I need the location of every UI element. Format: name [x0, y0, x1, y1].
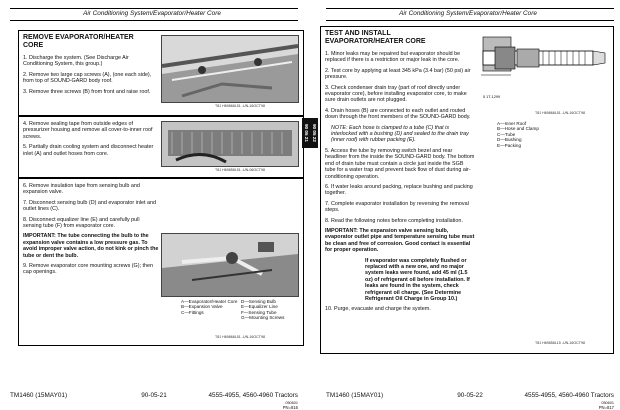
section-sealing-tape — [18, 116, 304, 178]
important-note-1 — [325, 228, 475, 254]
step-2: 2. Test core by applying at least 345 kPa (3.4 bar) (50 psi) air pressure. — [325, 67, 471, 81]
step-4: 4. Drain hoses (B) are connected to each outlet and routed down through the front members of the SOUND-GARD body. — [325, 107, 471, 121]
step-7: 7. Disconnect sensing bulb (D) and evaporator inlet and outlet lines (C). — [23, 199, 157, 213]
expansion-valve-photo — [161, 233, 299, 297]
section-sensing-bulb — [18, 178, 304, 346]
section-title-line-1: TEST AND INSTALL — [325, 30, 391, 37]
footer-date-code: 050601 — [285, 401, 298, 405]
legend-item: D—Bushing — [497, 137, 522, 143]
housing-photo-illustration — [162, 122, 298, 166]
drain-tube-diagram — [481, 31, 607, 105]
step-1: 1. Minor leaks may be repaired but evaporator should be replaced if there is a restriction or major leak in the core. — [325, 51, 461, 64]
footer-manual-id: TM1460 (15MAY01) — [10, 392, 68, 399]
footer-pn: PN=817 — [598, 405, 614, 410]
footer-date-code: 050601 — [601, 401, 614, 405]
right-page — [316, 0, 620, 410]
legend-col-2 — [241, 299, 284, 321]
header-rule-bottom — [326, 20, 614, 21]
step-3: 3. Remove three screws (B) from front and raise roof. — [23, 88, 151, 95]
footer-pn: PN=816 — [282, 405, 298, 410]
legend-item: D—Sensing Bulb — [241, 299, 276, 304]
legend-item: A—Evaporator/Heater Core — [181, 299, 238, 304]
step-5: 5. Access the tube by removing switch bezel and rear headliner from the inside the SOUND-GARD body. The bottom end of drain tube must contain a circle just inside the SGB tube for a water trap and prevent back flow of dust during air-conditioning operation. — [325, 147, 475, 180]
footer-page-number: 90-05-22 — [457, 392, 483, 399]
legend-item: B—Hose and Clamp — [497, 126, 539, 132]
section-tab: 90 05 21 — [302, 118, 310, 148]
step-8: 8. Disconnect equalizer line (E) and carefully pull sensing tube (F) from evaporator core. — [23, 216, 140, 230]
figure-reference: T81 H69858L15 -UN-16OCT98 — [535, 341, 585, 345]
legend-item: F—Sensing Tube — [241, 309, 277, 315]
header-rule — [10, 8, 298, 9]
step-6: 6. Remove insulation tape from sensing bulb and expansion valve. — [23, 183, 140, 196]
header-rule-bottom — [10, 20, 298, 21]
expansion-valve-illustration — [162, 234, 298, 296]
legend-item: E—Equalizer Line — [241, 304, 278, 310]
step-2: 2. Remove two large cap screws (A), (one each side), from top of SOUND-GARD body roof. — [23, 71, 152, 85]
important-note — [23, 233, 159, 259]
step-1: 1. Discharge the system. (See Discharge Air Conditioning System, this group.) — [23, 55, 129, 68]
housing-photo — [161, 121, 299, 167]
legend-item: C—Tube — [497, 131, 516, 137]
step-10: 10. Purge, evacuate and charge the system. — [325, 306, 431, 313]
legend-item: C—Fittings — [181, 309, 204, 315]
section-title: REMOVE EVAPORATOR/HEATER CORE — [23, 34, 134, 49]
figure-reference: T81 H69858L51 -UN-06OCT98 — [215, 168, 265, 172]
figure-reference: T81 H69868L51 -UN-16OCT98 — [215, 335, 265, 339]
step-6: 6. If water leaks around packing, replace bushing and packing together. — [325, 183, 473, 197]
diagram-label: 5 1T-1299 — [483, 95, 501, 99]
footer-models: 4555-4955, 4560-4960 Tractors — [524, 392, 614, 399]
important-text: The expansion valve sensing bulb, evaporator outlet pipe and temperature sensing tube must be clean and free of corrosion. Good contact is essential for proper operation. — [325, 227, 475, 254]
footer-manual-id: TM1460 (15MAY01) — [326, 392, 384, 399]
section-remove-core — [18, 30, 304, 116]
section-test-install — [320, 26, 614, 354]
figure-reference: T81 H69868L51 -UN-16OCT98 — [215, 104, 265, 108]
header-rule — [326, 8, 614, 9]
step-8: 8. Read the following notes before completing installation. — [325, 217, 463, 224]
left-page — [0, 0, 304, 410]
legend-item: E—Packing — [497, 142, 522, 148]
step-9: 9. Remove evaporator core mounting screws (G); then cap openings. — [23, 263, 154, 276]
figure-reference: T81 H69868L51 -UN-16OCT98 — [535, 111, 585, 115]
legend-item: A—Inner Roof — [497, 121, 527, 126]
important-text: The tube connecting the bulb to the expansion valve contains a low pressure gas. To avoid improper valve action, do not kink or pinch the tube or dent the bulb. — [23, 233, 159, 259]
step-5: 5. Partially drain cooling system and disconnect heater inlet (A) and outlet hoses from core. — [23, 144, 154, 157]
diagram-legend — [497, 121, 539, 148]
legend-col-1 — [181, 299, 237, 315]
footer-models: 4555-4955, 4560-4960 Tractors — [208, 392, 298, 399]
step-7: 7. Complete evaporator installation by reversing the removal steps. — [325, 200, 469, 214]
important-note-2: If evaporator was completely flushed or replaced with a new one, and no major system leaks were found, add 45 ml (1.5 oz) of refrigerant oil before installation. If leaks are found in the system, check refrigerant oil charge. (See Determine Refrigerant Oil Charge in Group 10.) — [365, 257, 470, 302]
page-header-title: Air Conditioning System/Evaporator/Heater Core — [83, 10, 221, 17]
important-label: IMPORTANT: — [23, 233, 56, 240]
important-label: IMPORTANT: — [325, 227, 358, 234]
binding-gutter — [304, 0, 316, 400]
step-4: 4. Remove sealing tape from outside edges of pressurizer housing and remove all cover-to-inner roof screws. — [23, 121, 153, 140]
drain-tube-illustration — [481, 31, 607, 105]
roof-photo-illustration — [162, 36, 298, 102]
legend-item: G—Mounting Screws — [241, 315, 285, 321]
note: NOTE: Each hose is clamped to a tube (C) that is interlocked with a bushing (D) and sealed to the drain tray (inner roof) with rubber packing (E). — [331, 124, 469, 144]
step-3: 3. Check condenser drain tray (part of roof directly under evaporator core), before installing evaporator core, to make sure drain outlets are not plugged. — [325, 84, 467, 104]
footer-page-number: 90-05-21 — [141, 392, 167, 399]
page-header-title: Air Conditioning System/Evaporator/Heater Core — [399, 10, 537, 17]
roof-photo — [161, 35, 299, 103]
legend-item: B—Expansion Valve — [181, 304, 223, 310]
section-title-line-2: EVAPORATOR/HEATER CORE — [325, 38, 426, 45]
section-tab: 90 05 22 — [310, 118, 318, 148]
